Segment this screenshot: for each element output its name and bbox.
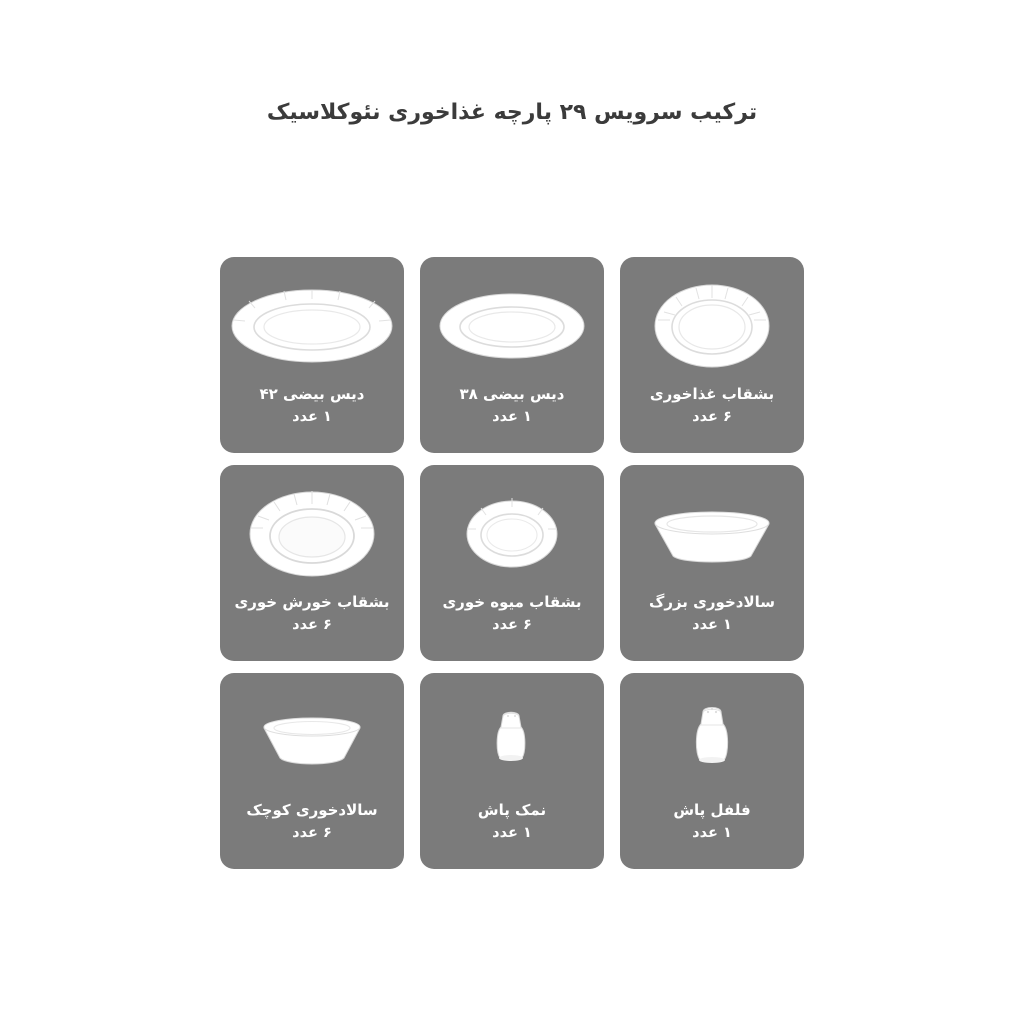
page-title: ترکیب سرویس ۲۹ پارچه غذاخوری نئوکلاسیک xyxy=(266,100,758,125)
item-name: دیس بیضی ۳۸ xyxy=(459,384,565,403)
item-card[interactable] xyxy=(620,257,804,453)
item-name: دیس بیضی ۴۲ xyxy=(259,384,365,403)
item-qty: ۶ عدد xyxy=(492,617,532,634)
stew-plate-icon xyxy=(220,473,404,591)
small-salad-bowl-icon xyxy=(220,681,404,799)
pepper-shaker-icon xyxy=(620,681,804,799)
oval-platter-38-icon xyxy=(420,265,604,383)
item-card[interactable] xyxy=(220,465,404,661)
item-card[interactable] xyxy=(220,673,404,869)
item-card[interactable] xyxy=(420,465,604,661)
items-grid xyxy=(220,257,804,869)
salt-shaker-icon xyxy=(420,681,604,799)
item-card[interactable] xyxy=(620,673,804,869)
item-qty: ۱ عدد xyxy=(492,825,532,842)
item-name: بشقاب غذاخوری xyxy=(649,384,775,403)
item-qty: ۱ عدد xyxy=(492,409,532,426)
item-qty: ۱ عدد xyxy=(292,409,332,426)
item-card[interactable] xyxy=(420,673,604,869)
item-qty: ۶ عدد xyxy=(692,409,732,426)
item-name: بشقاب میوه خوری xyxy=(442,592,582,611)
item-card[interactable] xyxy=(420,257,604,453)
oval-platter-42-icon xyxy=(220,265,404,383)
item-qty: ۱ عدد xyxy=(692,825,732,842)
item-qty: ۶ عدد xyxy=(292,825,332,842)
item-name: بشقاب خورش خوری xyxy=(234,592,390,611)
item-card[interactable] xyxy=(220,257,404,453)
item-qty: ۱ عدد xyxy=(692,617,732,634)
item-name: فلفل پاش xyxy=(673,800,751,819)
large-salad-bowl-icon xyxy=(620,473,804,591)
item-name: سالادخوری کوچک xyxy=(246,800,378,819)
dinner-plate-icon xyxy=(620,265,804,383)
item-name: نمک پاش xyxy=(477,800,547,819)
item-qty: ۶ عدد xyxy=(292,617,332,634)
item-card[interactable] xyxy=(620,465,804,661)
item-name: سالادخوری بزرگ xyxy=(648,592,776,611)
fruit-plate-icon xyxy=(420,473,604,591)
